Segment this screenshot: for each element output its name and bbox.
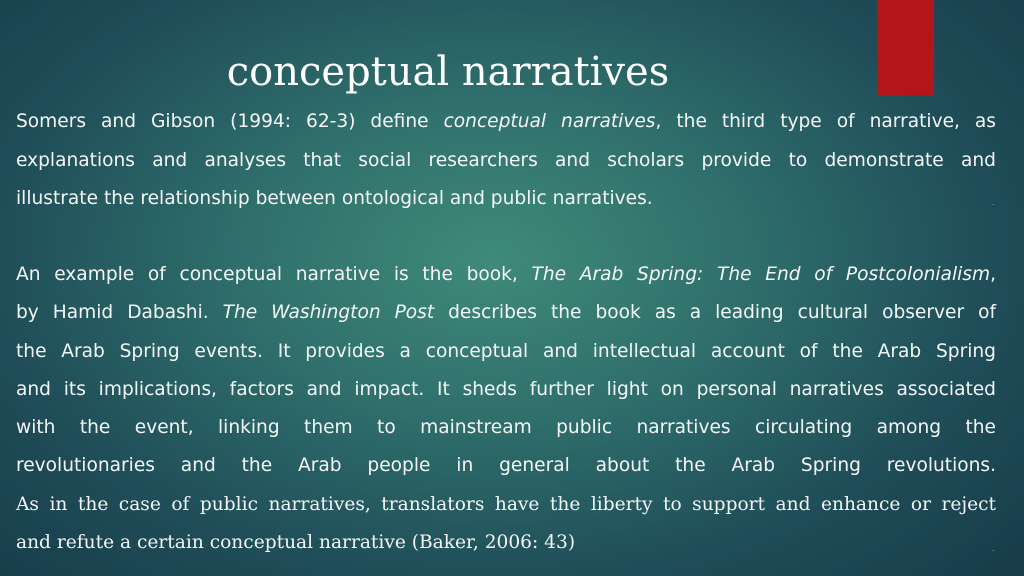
definition-line-3: illustrate the relationship between ontological and public narratives. [16,188,653,209]
book-title: The Arab Spring: The End of Postcolonialism [531,264,991,285]
definition-line-1-end: , the third type of narrative, as [655,111,996,132]
example-line-2 [16,294,996,332]
decorative-dot: . [992,198,995,207]
example-line-4: and its implications, factors and impact. It sheds further light on personal narratives associated [16,378,996,400]
example-line-2-end: describes the book as a leading cultural observer of [434,302,996,324]
example-line-1 [16,256,996,294]
definition-line-1 [16,103,996,142]
definition-paragraph [16,103,996,219]
example-line-3: the Arab Spring events. It provides a conceptual and intellectual account of the Arab Spring [16,340,996,362]
example-line-5: with the event, linking them to mainstream public narratives circulating among the [16,417,996,439]
definition-line-1-start: Somers and Gibson (1994: 62-3) define [16,111,444,132]
example-line-6: revolutionaries and the Arab people in general about the Arab Spring revolutions. [16,455,996,477]
decorative-dot: . [992,544,995,553]
example-line-2-start: by Hamid Dabashi. [16,302,223,324]
example-line-1-start: An example of conceptual narrative is the book, [16,264,532,285]
example-line-7: As in the case of public narratives, translators have the liberty to support and enhance or reject [16,493,996,515]
newspaper-name: The Washington Post [222,302,435,324]
conceptual-narratives-term: conceptual narratives [443,111,656,132]
example-paragraph [16,256,996,562]
example-line-8: and refute a certain conceptual narrative (Baker, 2006: 43) [16,532,576,554]
definition-line-2: explanations and analyses that social researchers and scholars provide to demonstrate and [16,149,996,171]
example-line-1-end: , [990,264,996,285]
slide-title: conceptual narratives [226,49,670,95]
